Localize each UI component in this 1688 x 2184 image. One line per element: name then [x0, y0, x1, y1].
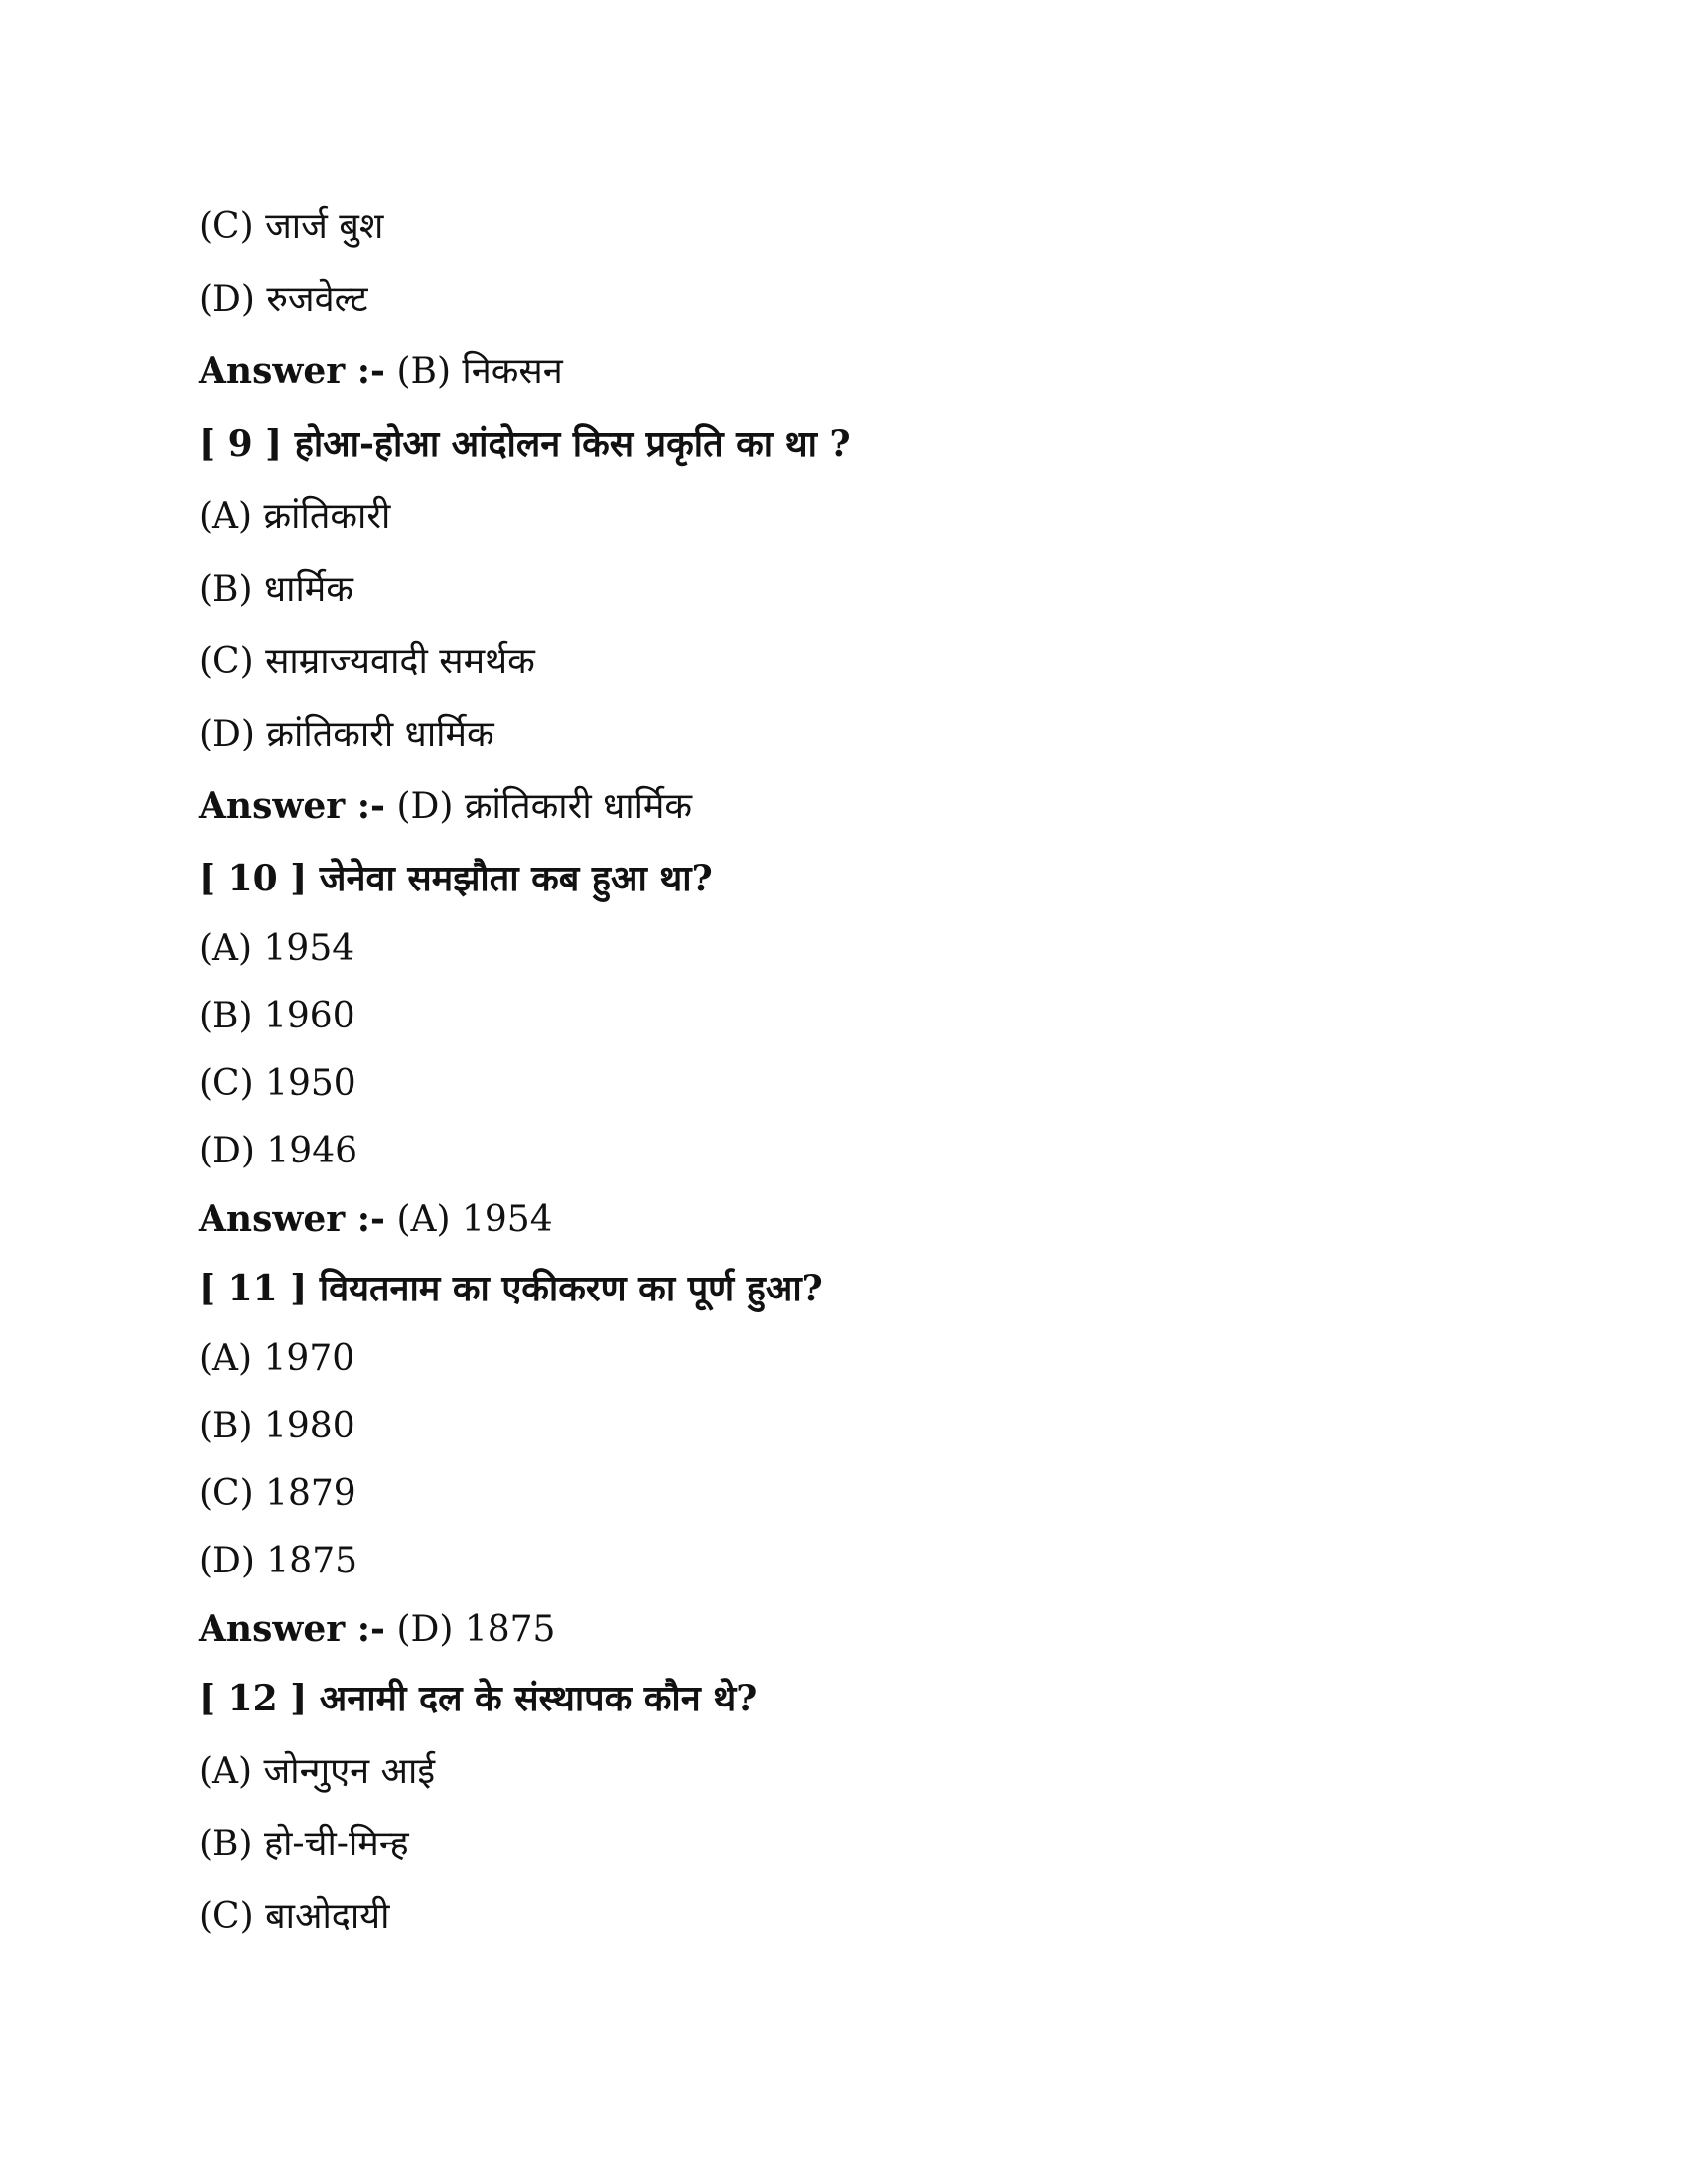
option-text: (D) रुजवेल्ट	[199, 279, 368, 320]
option-text: (C) जार्ज बुश	[199, 206, 384, 247]
option-text: (B) धार्मिक	[199, 569, 353, 610]
answer-label: Answer :-	[199, 1608, 385, 1650]
answer-line	[199, 336, 1489, 408]
question-text: [ 11 ] वियतनाम का एकीकरण का पूर्ण हुआ?	[199, 1268, 823, 1309]
answer-label: Answer :-	[199, 785, 385, 827]
answer-line	[199, 1185, 1489, 1253]
option-text: (B) 1960	[199, 996, 355, 1036]
question-text: [ 10 ] जेनेवा समझौता कब हुआ था?	[199, 858, 713, 899]
question-text: [ 12 ] अनामी दल के संस्थापक कौन थे?	[199, 1678, 758, 1719]
answer-value: (A) 1954	[385, 1199, 553, 1240]
answer-label: Answer :-	[199, 350, 385, 392]
answer-value: (D) 1875	[385, 1609, 556, 1650]
option-text: (C) 1879	[199, 1473, 356, 1514]
option-text: (A) 1954	[199, 928, 355, 969]
question-text: [ 9 ] होआ-होआ आंदोलन किस प्रकृति का था ?	[199, 423, 851, 465]
option-text: (D) 1946	[199, 1131, 358, 1171]
option-text: (A) क्रांतिकारी	[199, 496, 391, 537]
document-page	[199, 191, 1489, 1953]
option-text: (B) हो-ची-मिन्ह	[199, 1824, 409, 1864]
answer-line	[199, 770, 1489, 843]
option-text: (C) 1950	[199, 1063, 356, 1104]
option-text: (B) 1980	[199, 1406, 355, 1446]
option-text: (C) साम्राज्यवादी समर्थक	[199, 641, 535, 682]
answer-line	[199, 1595, 1489, 1663]
option-text: (D) क्रांतिकारी धार्मिक	[199, 714, 494, 754]
option-text: (A) जोन्गुएन आई	[199, 1751, 436, 1792]
answer-value: (B) निकसन	[385, 351, 563, 392]
answer-value: (D) क्रांतिकारी धार्मिक	[385, 786, 693, 827]
option-text: (D) 1875	[199, 1541, 358, 1581]
option-text: (A) 1970	[199, 1338, 355, 1379]
answer-label: Answer :-	[199, 1198, 385, 1240]
option-text: (C) बाओदायी	[199, 1896, 390, 1937]
